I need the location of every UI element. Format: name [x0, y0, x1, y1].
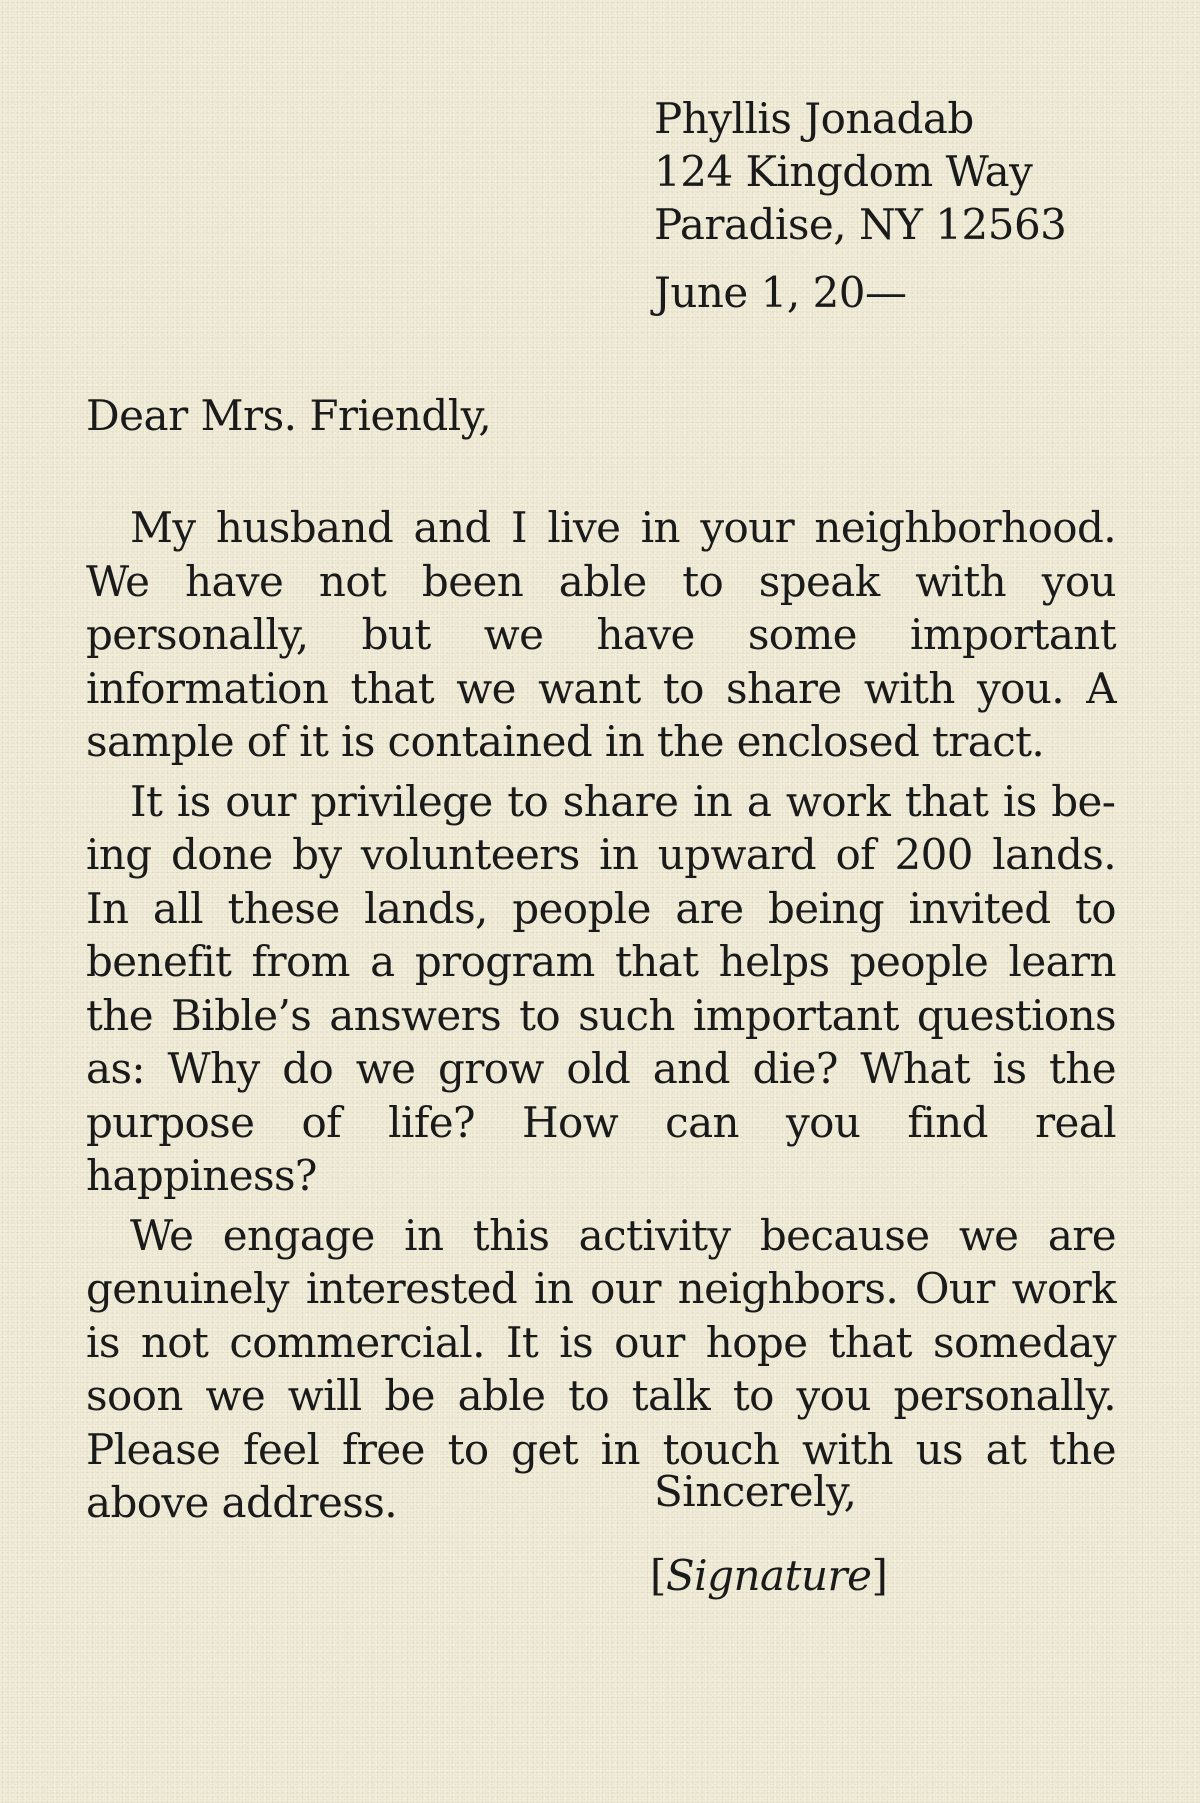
body-paragraph-2: It is our privilege to share in a work that is being done by volunteers in upward of 200 lands. In all these lands, people are being invited to benefit from a program that helps people learn the Bible’s answers to such important questions as: Why do we grow old and die? What is the purpose of life? How can you find real happiness?: [86, 776, 1116, 1200]
signature-text: Signature: [665, 1551, 872, 1600]
closing: Sincerely,: [654, 1467, 857, 1516]
signature-close-bracket: ]: [871, 1551, 888, 1600]
sender-street: 124 Kingdom Way: [654, 147, 1033, 196]
signature-open-bracket: [: [650, 1551, 666, 1600]
body-paragraph-1: My husband and I live in your neighborhood. We have not been able to speak with you personally, but we have some important information that we want to share with you. A sample of it is contained in the enclosed tract.: [86, 503, 1116, 766]
letter-date: June 1, 20—: [654, 268, 907, 317]
signature-placeholder: [650, 1549, 887, 1602]
sender-address-block: [654, 92, 1066, 251]
body-paragraph-3: We engage in this activity because we are genuinely interested in our neighbors. Our work is not commercial. It is our hope that someday soon we will be able to talk to you personally. Please feel free to get in touch with us at the above address.: [86, 1210, 1116, 1527]
sender-name: Phyllis Jonadab: [654, 94, 974, 143]
salutation: Dear Mrs. Friendly,: [86, 391, 492, 440]
sender-city-state-zip: Paradise, NY 12563: [654, 200, 1067, 249]
letter-body: [86, 501, 1116, 1536]
